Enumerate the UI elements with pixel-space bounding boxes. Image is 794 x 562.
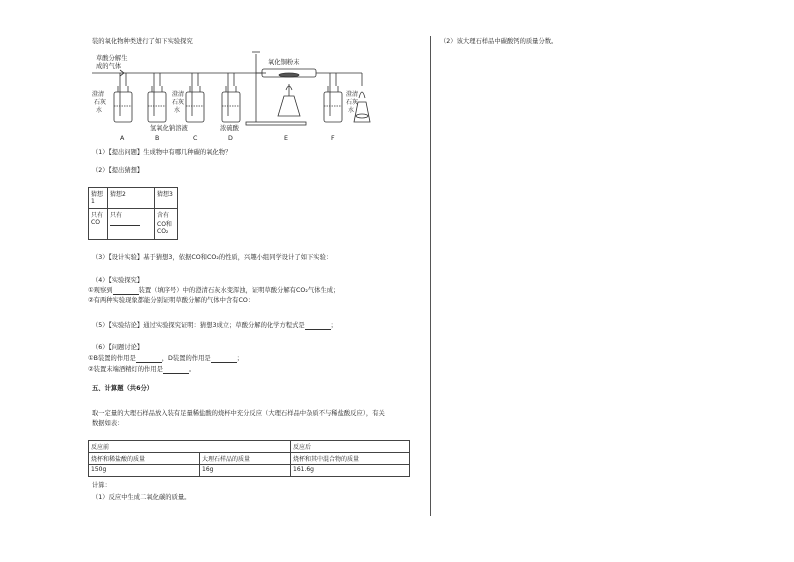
q6-text-c: ； bbox=[236, 355, 243, 362]
answer-blank[interactable] bbox=[113, 288, 139, 295]
q4-text-b: 装置（填序号）中的澄清石灰水变浑浊，证明草酸分解有CO₂气体生成； bbox=[138, 287, 340, 294]
q6-text-e: 。 bbox=[188, 366, 196, 373]
q6-text-b: ，D装置的作用是 bbox=[161, 355, 211, 362]
value-cell-2: 16g bbox=[200, 465, 291, 477]
hyp-cell: 猜想1 bbox=[89, 188, 108, 209]
limewater-a-1: 澄清 bbox=[92, 91, 105, 98]
h2so4-label: 浓硫酸 bbox=[220, 125, 239, 132]
letter-e: E bbox=[284, 135, 288, 142]
col-header-1: 烧杯和稀盐酸的质量 bbox=[89, 453, 200, 465]
answer-blank[interactable] bbox=[136, 356, 162, 363]
question-6-line-1 bbox=[88, 355, 243, 363]
apparatus-diagram bbox=[90, 46, 420, 156]
letter-f: F bbox=[331, 135, 335, 142]
hyp-text: 只有 bbox=[110, 212, 123, 219]
value-cell-1: 150g bbox=[89, 465, 200, 477]
question-4-title: （4）【实验探究】 bbox=[92, 277, 144, 284]
cuo-label: 氧化铜粉末 bbox=[268, 59, 300, 66]
hyp-cell: 含有CO和CO₂ bbox=[155, 209, 178, 240]
limewater-c-3: 水 bbox=[174, 107, 181, 114]
limewater-c-2: 石灰 bbox=[172, 99, 185, 106]
calc-question-1: （1）反应中生成二氧化碳的质量。 bbox=[92, 494, 191, 501]
question-6-title: （6）【问题讨论】 bbox=[92, 344, 144, 351]
answer-blank[interactable] bbox=[211, 356, 237, 363]
before-header: 反应前 bbox=[89, 441, 291, 453]
hypothesis-table bbox=[88, 187, 178, 240]
hyp-cell-2 bbox=[108, 209, 155, 240]
letter-d: D bbox=[228, 135, 233, 142]
value-cell-3: 161.6g bbox=[291, 465, 410, 477]
intro-text: 装的氧化物种类进行了如下实验探究 bbox=[92, 38, 193, 45]
answer-blank[interactable] bbox=[163, 367, 189, 374]
q4-text-a: ①观察到 bbox=[88, 287, 113, 294]
gas-label-1: 草酸分解生 bbox=[96, 55, 128, 62]
hyp-cell: 猜想3 bbox=[155, 188, 178, 209]
calc-intro-2: 数据如表： bbox=[92, 420, 124, 427]
calc-label: 计算： bbox=[92, 482, 111, 489]
section-5-heading: 五、计算题（共6分） bbox=[92, 385, 154, 392]
q6-text-a: ①B装置的作用是 bbox=[88, 355, 136, 362]
letter-c: C bbox=[193, 135, 198, 142]
naoh-label: 氢氧化钠溶液 bbox=[150, 125, 188, 132]
after-header: 反应后 bbox=[291, 441, 410, 453]
question-4-line-2: ②有两种实验现象都能分别证明草酸分解的气体中含有CO： bbox=[88, 297, 255, 304]
limewater-f-3: 水 bbox=[348, 107, 355, 114]
question-3: （3）【设计实验】基于猜想3，依据CO和CO₂的性质，兴趣小组同学设计了如下实验： bbox=[92, 254, 333, 261]
letter-a: A bbox=[120, 135, 125, 142]
limewater-c-1: 澄清 bbox=[172, 91, 185, 98]
q5-text-a: （5）【实验结论】通过实验探究证明：猜想3成立；草酸分解的化学方程式是 bbox=[92, 322, 305, 329]
col-header-3: 烧杯和其中混合物的质量 bbox=[291, 453, 410, 465]
gas-label-2: 成的气体 bbox=[96, 63, 122, 70]
answer-blank[interactable] bbox=[110, 219, 140, 226]
question-1: （1）【提出问题】生成物中有哪几种碳的氧化物？ bbox=[92, 149, 232, 156]
hyp-cell: 猜想2 bbox=[108, 188, 155, 209]
calc-intro-1: 取一定量的大理石样品放入装有足量稀盐酸的烧杯中充分反应（大理石样品中杂质不与稀盐酸反应），有关 bbox=[92, 410, 385, 417]
question-2: （2）【提出猜想】 bbox=[92, 167, 144, 174]
question-6-line-2 bbox=[88, 366, 195, 374]
q5-text-b: ； bbox=[330, 322, 337, 329]
column-divider bbox=[430, 36, 431, 516]
col-header-2: 大理石样品的质量 bbox=[200, 453, 291, 465]
data-table bbox=[88, 440, 410, 477]
limewater-a-3: 水 bbox=[96, 107, 103, 114]
q6-text-d: ②装置末端酒精灯的作用是 bbox=[88, 366, 163, 373]
limewater-a-2: 石灰 bbox=[94, 99, 107, 106]
limewater-f-1: 澄清 bbox=[346, 91, 359, 98]
calc-question-2: （2）该大理石样品中碳酸钙的质量分数。 bbox=[440, 38, 558, 45]
question-5 bbox=[92, 322, 337, 330]
letter-b: B bbox=[155, 135, 160, 142]
hyp-cell: 只有CO bbox=[89, 209, 108, 240]
answer-blank[interactable] bbox=[305, 323, 331, 330]
limewater-f-2: 石灰 bbox=[346, 99, 359, 106]
question-4-line-1 bbox=[88, 287, 339, 295]
